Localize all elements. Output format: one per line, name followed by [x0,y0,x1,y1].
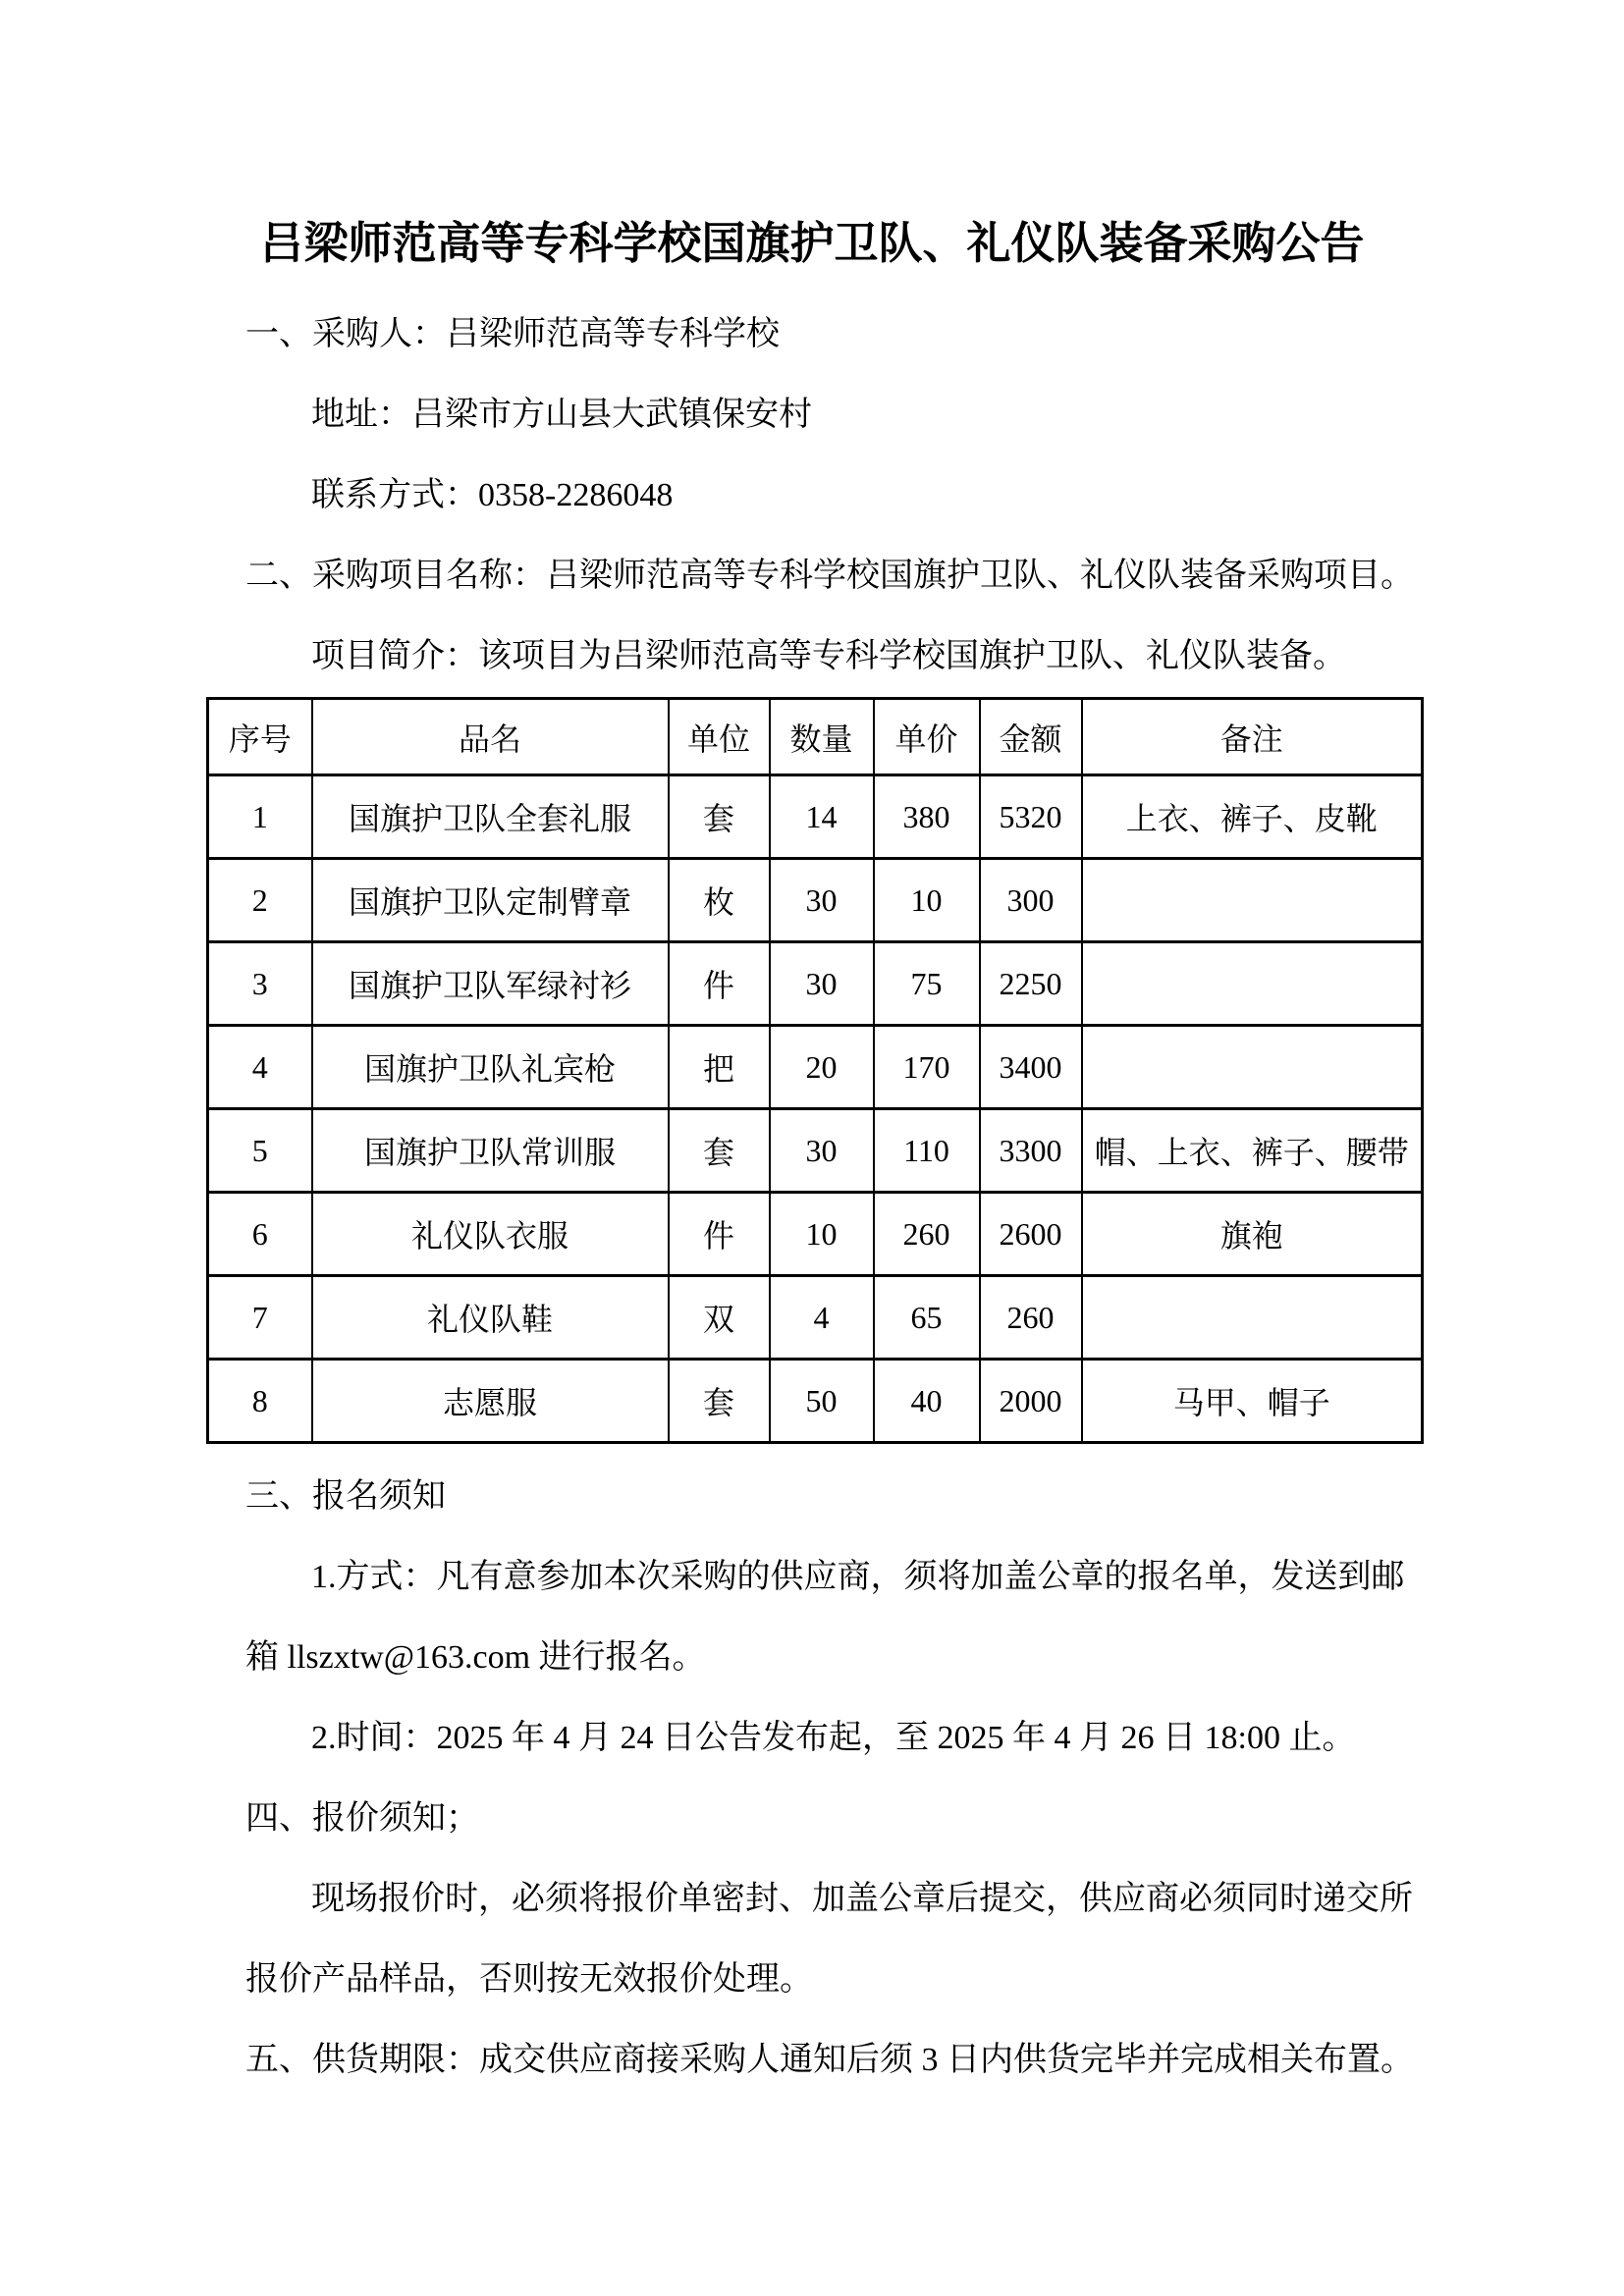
table-cell-index: 8 [208,1360,312,1443]
table-row [208,859,1423,942]
table-cell-remarks: 马甲、帽子 [1082,1360,1423,1443]
table-cell-remarks: 旗袍 [1082,1193,1423,1276]
table-cell-item: 国旗护卫队礼宾枪 [312,1026,669,1109]
table-cell-price: 10 [874,859,980,942]
table-cell-unit: 套 [669,775,770,859]
paragraph-signup-email: 箱 llszxtw@163.com 进行报名。 [245,1639,706,1676]
paragraph-quote-rule-1: 现场报价时，必须将报价单密封、加盖公章后提交，供应商必须同时递交所 [311,1881,1413,1917]
table-cell-index: 7 [208,1276,312,1360]
table-header-cell-qty: 数量 [770,699,874,775]
table-header-row [208,699,1423,775]
table-cell-index: 4 [208,1026,312,1109]
table-cell-item: 礼仪队鞋 [312,1276,669,1360]
paragraph-signup-heading: 三、报名须知 [245,1478,446,1515]
paragraph-project-intro: 项目简介：该项目为吕梁师范高等专科学校国旗护卫队、礼仪队装备。 [311,638,1346,674]
paragraph-address: 地址：吕梁市方山县大武镇保安村 [311,397,812,433]
table-cell-unit: 枚 [669,859,770,942]
paragraph-signup-method: 1.方式：凡有意参加本次采购的供应商，须将加盖公章的报名单，发送到邮 [311,1559,1405,1595]
table-cell-qty: 10 [770,1193,874,1276]
table-cell-qty: 4 [770,1276,874,1360]
table-row [208,1276,1423,1360]
paragraph-delivery-period: 五、供货期限：成交供应商接采购人通知后须 3 日内供货完毕并完成相关布置。 [245,2042,1414,2078]
table-cell-qty: 30 [770,1109,874,1193]
table-cell-remarks [1082,942,1423,1026]
paragraph-project-name: 二、采购项目名称：吕梁师范高等专科学校国旗护卫队、礼仪队装备采购项目。 [245,558,1414,594]
table-cell-qty: 14 [770,775,874,859]
table-cell-remarks [1082,1026,1423,1109]
table-cell-price: 380 [874,775,980,859]
table-cell-unit: 双 [669,1276,770,1360]
table-row [208,942,1423,1026]
table-cell-item: 志愿服 [312,1360,669,1443]
table-cell-index: 3 [208,942,312,1026]
table-header-cell-index: 序号 [208,699,312,775]
table-row [208,1193,1423,1276]
table-cell-item: 礼仪队衣服 [312,1193,669,1276]
table-cell-qty: 20 [770,1026,874,1109]
table-cell-qty: 30 [770,859,874,942]
table-row [208,1026,1423,1109]
table-cell-amount: 2600 [980,1193,1082,1276]
table-row [208,1360,1423,1443]
table-cell-price: 65 [874,1276,980,1360]
table-cell-item: 国旗护卫队常训服 [312,1109,669,1193]
table-cell-amount: 260 [980,1276,1082,1360]
document-title: 吕梁师范高等专科学校国旗护卫队、礼仪队装备采购公告 [259,219,1365,268]
paragraph-signup-time: 2.时间：2025 年 4 月 24 日公告发布起，至 2025 年 4 月 26 日 18:00 止。 [311,1720,1356,1756]
table-cell-unit: 把 [669,1026,770,1109]
table-cell-amount: 5320 [980,775,1082,859]
table-cell-price: 170 [874,1026,980,1109]
paragraph-quote-heading: 四、报价须知； [245,1800,479,1837]
paragraph-purchaser: 一、采购人：吕梁师范高等专科学校 [245,316,780,352]
table-cell-amount: 3300 [980,1109,1082,1193]
table-cell-price: 110 [874,1109,980,1193]
table-cell-amount: 2250 [980,942,1082,1026]
table-cell-unit: 件 [669,942,770,1026]
table-cell-qty: 50 [770,1360,874,1443]
table-cell-index: 2 [208,859,312,942]
table-cell-price: 75 [874,942,980,1026]
table-cell-index: 6 [208,1193,312,1276]
table-cell-amount: 3400 [980,1026,1082,1109]
table-cell-amount: 300 [980,859,1082,942]
table-row [208,1109,1423,1193]
paragraph-quote-rule-2: 报价产品样品，否则按无效报价处理。 [245,1961,813,1998]
table-cell-index: 1 [208,775,312,859]
table-header-cell-remarks: 备注 [1082,699,1423,775]
table-cell-index: 5 [208,1109,312,1193]
table-cell-price: 260 [874,1193,980,1276]
table-cell-unit: 套 [669,1109,770,1193]
table-header-cell-unit: 单位 [669,699,770,775]
table-cell-unit: 套 [669,1360,770,1443]
table-header-cell-amount: 金额 [980,699,1082,775]
table-cell-item: 国旗护卫队全套礼服 [312,775,669,859]
table-cell-remarks: 帽、上衣、裤子、腰带 [1082,1109,1423,1193]
table-row [208,775,1423,859]
table-cell-amount: 2000 [980,1360,1082,1443]
items-table [206,697,1424,1444]
table-cell-item: 国旗护卫队定制臂章 [312,859,669,942]
table-cell-remarks [1082,1276,1423,1360]
table-cell-unit: 件 [669,1193,770,1276]
table-header-cell-item: 品名 [312,699,669,775]
paragraph-contact: 联系方式：0358-2286048 [311,477,674,513]
table-cell-price: 40 [874,1360,980,1443]
table-cell-remarks [1082,859,1423,942]
table-cell-item: 国旗护卫队军绿衬衫 [312,942,669,1026]
table-header-cell-price: 单价 [874,699,980,775]
table-cell-qty: 30 [770,942,874,1026]
table-cell-remarks: 上衣、裤子、皮靴 [1082,775,1423,859]
